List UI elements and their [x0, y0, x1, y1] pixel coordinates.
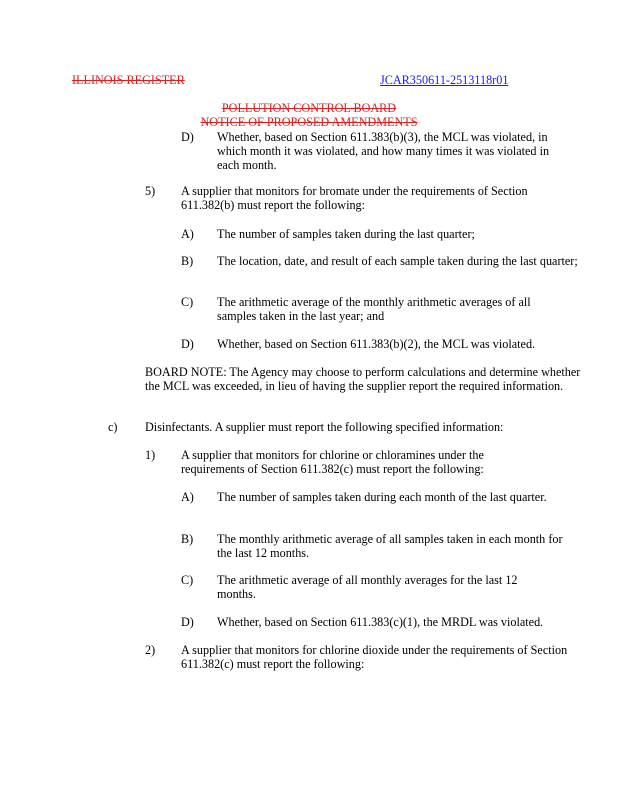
item-text: Whether, based on Section 611.383(c)(1), the MRDL was violated. [217, 615, 544, 629]
item-label: B) [181, 532, 194, 546]
item-label: 5) [145, 184, 156, 198]
item-text: Disinfectants. A supplier must report the following specified information: [145, 420, 504, 434]
header-agency: POLLUTION CONTROL BOARD [221, 101, 397, 115]
item-label: D) [181, 130, 194, 144]
item-text: The location, date, and result of each sample taken during the last quarter; [217, 254, 578, 268]
header-left: ILLINOIS REGISTER [72, 73, 185, 87]
item-label: 1) [145, 448, 156, 462]
item-label: A) [181, 227, 194, 241]
item-label: D) [181, 337, 194, 351]
item-text: The arithmetic average of all monthly averages for the last 12 months. [217, 573, 518, 601]
item-label: A) [181, 490, 194, 504]
item-text: Whether, based on Section 611.383(b)(2), the MCL was violated. [217, 337, 536, 351]
item-text: A supplier that monitors for bromate under the requirements of Section 611.382(b) must report the following: [181, 184, 528, 212]
item-text: A supplier that monitors for chlorine or chloramines under the requirements of Section 611.382(c) must report the following: [181, 448, 484, 476]
item-text: The arithmetic average of the monthly arithmetic averages of all samples taken in the last year; and [217, 295, 531, 323]
item-label: D) [181, 615, 194, 629]
item-text: The number of samples taken during the last quarter; [217, 227, 475, 241]
item-label: C) [181, 295, 194, 309]
header-right: JCAR350611-2513118r01 [380, 73, 509, 87]
item-text: Whether, based on Section 611.383(b)(3), the MCL was violated, in which month it was violated, and how many times it was violated in each month. [217, 130, 550, 172]
item-text: The number of samples taken during each month of the last quarter. [217, 490, 547, 504]
board-note: BOARD NOTE: The Agency may choose to perform calculations and determine whether the MCL was exceeded, in lieu of having the supplier report the required information. [145, 365, 581, 393]
item-label: 2) [145, 643, 156, 657]
header-notice: NOTICE OF PROPOSED AMENDMENTS [200, 115, 418, 129]
item-label: B) [181, 254, 194, 268]
item-label: c) [108, 420, 118, 434]
item-text: A supplier that monitors for chlorine dioxide under the requirements of Section 611.382(c) must report the following: [181, 643, 568, 671]
item-text: The monthly arithmetic average of all samples taken in each month for the last 12 months. [217, 532, 563, 560]
item-label: C) [181, 573, 194, 587]
